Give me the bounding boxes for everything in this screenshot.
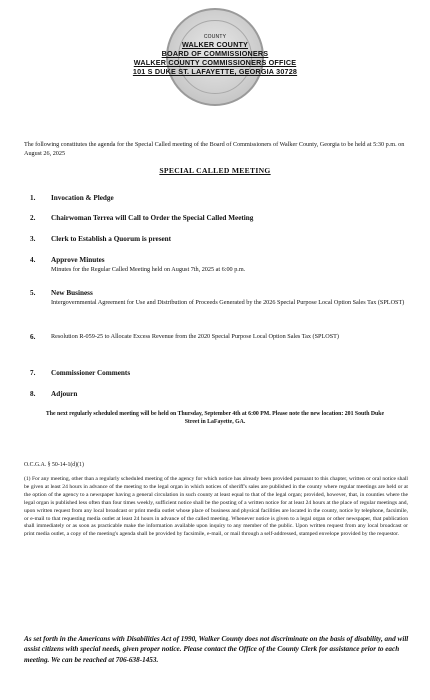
item-number: 2.	[30, 214, 36, 222]
item-number: 1.	[30, 194, 36, 202]
item-title: Approve Minutes	[51, 256, 105, 264]
agenda-intro: The following constitutes the agenda for the Special Called meeting of the Board of Commissioners of Walker County, Georgia to be held at 5:30 p.m. on August 26, 2025	[24, 141, 405, 157]
letterhead-text	[0, 34, 430, 76]
statute-reference: O.C.G.A. § 50-14-1(d)(1)	[24, 462, 84, 468]
board-name: BOARD OF COMMISSIONERS	[161, 49, 269, 58]
office-name: WALKER COUNTY COMMISSIONERS OFFICE	[133, 58, 297, 67]
county-name: WALKER COUNTY	[181, 40, 249, 49]
item-detail: Resolution R-059-25 to Allocate Excess Revenue from the 2020 Special Purpose Local Option Sales Tax (SPLOST)	[51, 333, 339, 340]
item-title: Chairwoman Terrea will Call to Order the Special Called Meeting	[51, 214, 254, 222]
item-title: New Business	[51, 289, 93, 297]
item-title: Clerk to Establish a Quorum is present	[51, 235, 172, 243]
letterhead	[0, 4, 430, 114]
item-number: 6.	[30, 333, 36, 341]
item-number: 4.	[30, 256, 36, 264]
item-title: Invocation & Pledge	[51, 194, 114, 202]
statute-text: (1) For any meeting, other than a regularly scheduled meeting of the agency for which notice has already been provided pursuant to this chapter, written or oral notice shall be given at least 24 hours in advance of the meeting to the legal organ in which notices of sheriff's sales are published in the county where regular meetings are held or at the option of the agency to a newspaper having a general circulation in such county at least equal to that of the legal organ; provided, however, that, in counties where the legal organ is published less often than four times weekly, sufficient notice shall be the posting of a written notice for at least 24 hours at the place of regular meetings and, upon written request from any local broadcast or print media outlet whose place of business and physical facilities are located in the county, notice by telephone, facsimile, or e-mail to that requesting media outlet at least 24 hours in advance of the called meeting. Whenever notice is given to a legal organ or other newspaper, that publication shall immediately or as soon as practicable make the information available upon inquiry to any member of the public. Upon written request from any local broadcast or print media outlet, a copy of the meeting's agenda shall be provided by facsimile, e-mail, or mail through a self-addressed, stamped envelope provided by the requestor.	[24, 476, 408, 538]
seal-text: COUNTY	[203, 34, 227, 40]
item-title: Commissioner Comments	[51, 369, 131, 377]
item-detail: Intergovernmental Agreement for Use and Distribution of Proceeds Generated by the 2026 Special Purpose Local Option Sales Tax (SPLOST)	[51, 299, 405, 306]
item-title: Adjourn	[51, 390, 78, 398]
office-address: 101 S DUKE ST. LAFAYETTE, GEORGIA 30728	[132, 67, 298, 76]
item-detail: Minutes for the Regular Called Meeting held on August 7th, 2025 at 6:00 p.m.	[51, 266, 246, 273]
meeting-title: SPECIAL CALLED MEETING	[159, 166, 271, 175]
item-number: 8.	[30, 390, 36, 398]
item-number: 3.	[30, 235, 36, 243]
item-number: 5.	[30, 289, 36, 297]
ada-notice: As set forth in the Americans with Disabilities Act of 1990, Walker County does not discriminate on the basis of disability, and will assist citizens with special needs, given proper notice. Please contact the Office of the County Clerk for assistance prior to each meeting. We can be reached at 706-638-1453.	[24, 635, 409, 664]
next-meeting-notice: The next regularly scheduled meeting will be held on Thursday, September 4th at 6:00 PM. Please note the new location: 201 South Duke Street in LaFayette, GA.	[45, 411, 385, 425]
item-number: 7.	[30, 369, 36, 377]
